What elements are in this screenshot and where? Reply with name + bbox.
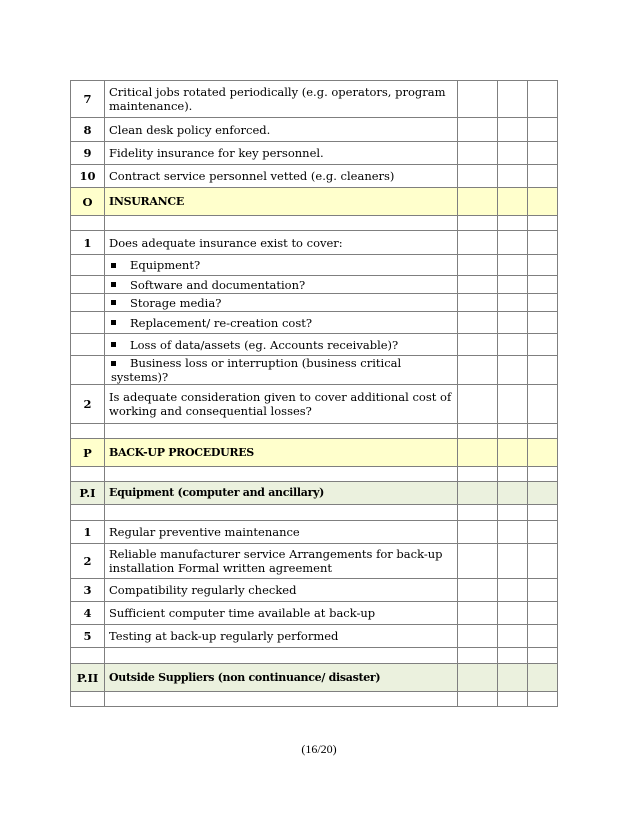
- item-text: Fidelity insurance for key personnel.: [105, 142, 458, 165]
- item-text: Reliable manufacturer service Arrangements for back-up installation Formal written agreement: [105, 544, 458, 579]
- table-row: [71, 602, 558, 625]
- spacer-row: [71, 424, 558, 439]
- item-text: Is adequate consideration given to cover additional cost of working and consequential losses?: [105, 385, 458, 424]
- subsection-title: Outside Suppliers (non continuance/ disaster): [105, 664, 458, 692]
- section-title: BACK-UP PROCEDURES: [105, 439, 458, 467]
- table-row: [71, 165, 558, 188]
- item-number: 2: [71, 385, 105, 424]
- bullet-text: Replacement/ re-creation cost?: [130, 315, 313, 330]
- item-text: Sufficient computer time available at back-up: [105, 602, 458, 625]
- item-number: 9: [71, 142, 105, 165]
- table-row: [71, 231, 558, 255]
- item-number: 7: [71, 81, 105, 118]
- bullet-icon: [111, 320, 116, 325]
- item-number: 4: [71, 602, 105, 625]
- spacer-row: [71, 692, 558, 707]
- bullet-text: Storage media?: [130, 295, 222, 310]
- table-row: [71, 521, 558, 544]
- bullet-row: [71, 255, 558, 276]
- bullet-text: Software and documentation?: [130, 277, 306, 292]
- section-header-row: [71, 188, 558, 216]
- table-row: [71, 81, 558, 118]
- section-title: INSURANCE: [105, 188, 458, 216]
- bullet-icon: [111, 282, 116, 287]
- section-letter: O: [71, 188, 105, 216]
- bullet-row: [71, 334, 558, 356]
- spacer-row: [71, 216, 558, 231]
- table-row: [71, 142, 558, 165]
- spacer-row: [71, 505, 558, 521]
- spacer-row: [71, 648, 558, 664]
- bullet-icon: [111, 263, 116, 268]
- item-number: 1: [71, 521, 105, 544]
- item-number: 3: [71, 579, 105, 602]
- table-row: [71, 385, 558, 424]
- table-row: [71, 544, 558, 579]
- bullet-icon: [111, 342, 116, 347]
- item-number: 8: [71, 118, 105, 142]
- item-text: Contract service personnel vetted (e.g. cleaners): [105, 165, 458, 188]
- item-text: Compatibility regularly checked: [105, 579, 458, 602]
- item-text: Regular preventive maintenance: [105, 521, 458, 544]
- bullet-text: Loss of data/assets (eg. Accounts receivable)?: [130, 337, 399, 352]
- table-row: [71, 118, 558, 142]
- bullet-icon: [111, 300, 116, 305]
- page-number: (16/20): [301, 742, 337, 756]
- item-text: Does adequate insurance exist to cover:: [105, 231, 458, 255]
- subsection-header-row: [71, 482, 558, 505]
- section-letter: P: [71, 439, 105, 467]
- bullet-text: Equipment?: [130, 258, 201, 272]
- subsection-number: P.I: [71, 482, 105, 505]
- item-text: Critical jobs rotated periodically (e.g. operators, program maintenance).: [105, 81, 458, 118]
- spacer-row: [71, 467, 558, 482]
- table-row: [71, 625, 558, 648]
- bullet-row: [71, 294, 558, 312]
- subsection-title: Equipment (computer and ancillary): [105, 482, 458, 505]
- subsection-number: P.II: [71, 664, 105, 692]
- bullet-row: [71, 276, 558, 294]
- item-number: 1: [71, 231, 105, 255]
- item-text: Clean desk policy enforced.: [105, 118, 458, 142]
- checklist-table: [70, 80, 558, 707]
- subsection-header-row: [71, 664, 558, 692]
- bullet-row: [71, 312, 558, 334]
- item-number: 10: [71, 165, 105, 188]
- bullet-row: [71, 356, 558, 385]
- bullet-text: Business loss or interruption (business critical systems)?: [111, 356, 402, 384]
- item-number: 5: [71, 625, 105, 648]
- item-number: 2: [71, 544, 105, 579]
- item-text: Testing at back-up regularly performed: [105, 625, 458, 648]
- bullet-icon: [111, 361, 116, 366]
- table-row: [71, 579, 558, 602]
- section-header-row: [71, 439, 558, 467]
